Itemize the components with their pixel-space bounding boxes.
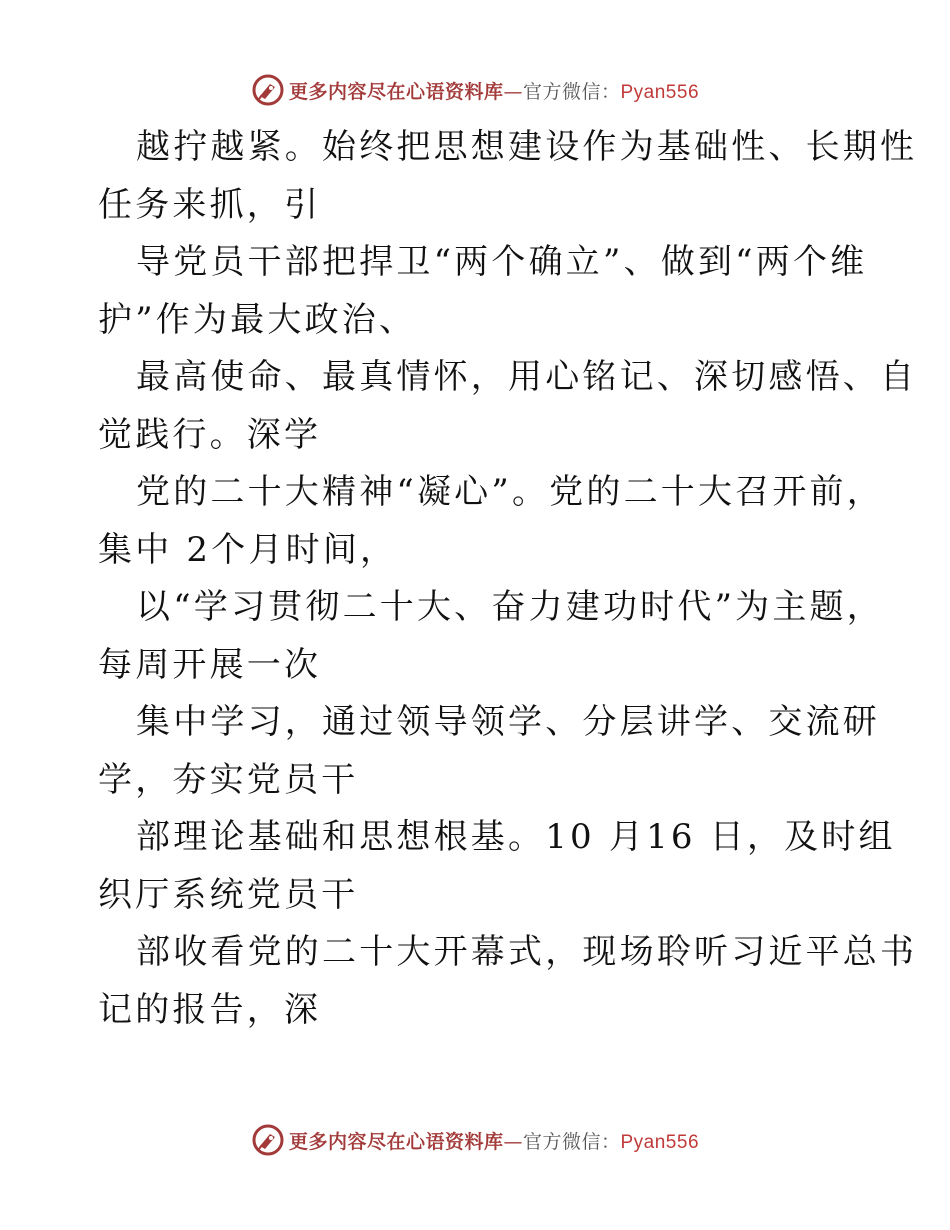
- wechat-label: 官方微信：: [522, 1130, 621, 1153]
- banner-text: [289, 77, 699, 104]
- banner-separator: —: [503, 80, 523, 103]
- text-line: 集中学习，通过领导领学、分层讲学、交流研: [136, 702, 880, 742]
- text-line: 以“学习贯彻二十大、奋力建功时代”为主题，: [136, 587, 884, 627]
- text-line: 最高使命、最真情怀，用心铭记、深切感悟、自: [136, 357, 918, 397]
- text-line: 部理论基础和思想根基。10 月16 日，及时组: [136, 817, 896, 857]
- text-line: 任务来抓，引: [98, 184, 322, 225]
- wechat-id: Pyan556: [620, 81, 700, 103]
- header-banner: [0, 70, 950, 110]
- text-line: 护”作为最大政治、: [98, 299, 417, 340]
- footer-banner: [0, 1120, 950, 1160]
- pen-nib-icon: [251, 73, 285, 107]
- banner-separator: —: [503, 1130, 523, 1153]
- text-line: 党的二十大精神“凝心”。党的二十大召开前，: [136, 472, 884, 512]
- text-line: 越拧越紧。始终把思想建设作为基础性、长期性: [136, 127, 918, 167]
- banner-text: [289, 1127, 699, 1154]
- text-line: 织厅系统党员干: [98, 874, 359, 915]
- text-line: 导党员干部把捍卫“两个确立”、做到“两个维: [136, 242, 868, 282]
- wechat-id: Pyan556: [620, 1131, 700, 1153]
- wechat-label: 官方微信：: [522, 80, 621, 103]
- text-line: 集中 2个月时间，: [98, 529, 398, 570]
- document-body: [98, 119, 918, 1039]
- text-line: 每周开展一次: [98, 644, 322, 685]
- text-line: 部收看党的二十大开幕式，现场聆听习近平总书: [136, 932, 918, 972]
- text-line: 觉践行。深学: [98, 414, 322, 455]
- banner-slogan: 更多内容尽在心语资料库: [288, 80, 504, 103]
- text-line: 记的报告，深: [98, 989, 322, 1030]
- pen-nib-icon: [251, 1123, 285, 1157]
- text-line: 学，夯实党员干: [98, 759, 359, 800]
- banner-slogan: 更多内容尽在心语资料库: [288, 1130, 504, 1153]
